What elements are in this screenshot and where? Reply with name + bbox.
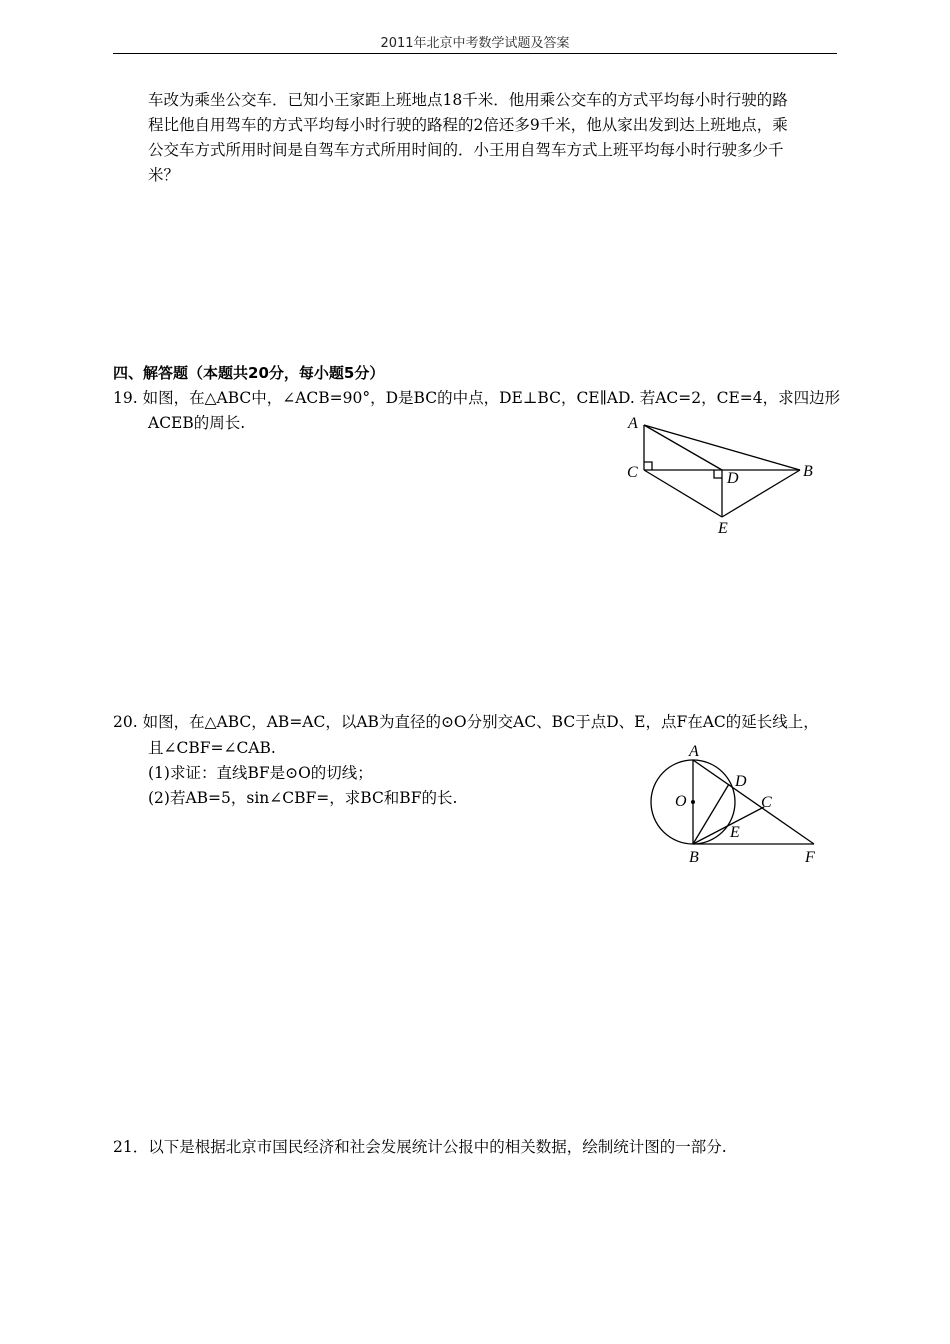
q19-figure [600, 405, 830, 545]
q20-label-d: D [735, 773, 747, 790]
q20-label-e: E [730, 824, 740, 841]
q20-label-o: O [675, 793, 687, 810]
q18-line-4: 米？ [148, 166, 180, 184]
q20-line-3: (1)求证：直线BF是⊙O的切线； [148, 764, 373, 782]
header-rule [113, 53, 837, 54]
q20-label-c: C [761, 794, 772, 811]
q21-line-1: 21．以下是根据北京市国民经济和社会发展统计公报中的相关数据，绘制统计图的一部分. [113, 1138, 727, 1156]
q20-label-b: B [689, 849, 699, 866]
q19-label-c: C [627, 464, 638, 481]
q20-line-2: 且∠CBF=∠CAB. [148, 739, 276, 757]
q19-label-d: D [727, 470, 739, 487]
q19-label-e: E [718, 520, 728, 537]
page-header: 2011年北京中考数学试题及答案 [380, 36, 570, 51]
q19-label-a: A [628, 415, 638, 432]
q20-label-f: F [805, 849, 815, 866]
q18-line-3: 公交车方式所用时间是自驾车方式所用时间的．小王用自驾车方式上班平均每小时行驶多少千 [148, 141, 784, 159]
section-title: 四、解答题（本题共20分，每小题5分） [113, 364, 385, 382]
q20-line-4: (2)若AB=5，sin∠CBF=，求BC和BF的长. [148, 789, 458, 807]
q19-label-b: B [803, 463, 813, 480]
q19-line-1: 19. 如图，在△ABC中，∠ACB=90°，D是BC的中点，DE⊥BC，CE∥AD. 若AC=2，CE=4，求四边形 [113, 389, 841, 407]
q19-line-2: ACEB的周长. [148, 414, 246, 432]
q20-label-a: A [689, 743, 699, 760]
q18-line-1: 车改为乘坐公交车．已知小王家距上班地点18千米．他用乘公交车的方式平均每小时行驶的路 [148, 91, 788, 109]
q18-line-2: 程比他自用驾车的方式平均每小时行驶的路程的2倍还多9千米，他从家出发到达上班地点，乘 [148, 116, 788, 134]
q20-figure [640, 738, 840, 873]
q20-line-1: 20. 如图，在△ABC，AB=AC，以AB为直径的⊙O分别交AC、BC于点D、E，点F在AC的延长线上， [113, 713, 819, 731]
